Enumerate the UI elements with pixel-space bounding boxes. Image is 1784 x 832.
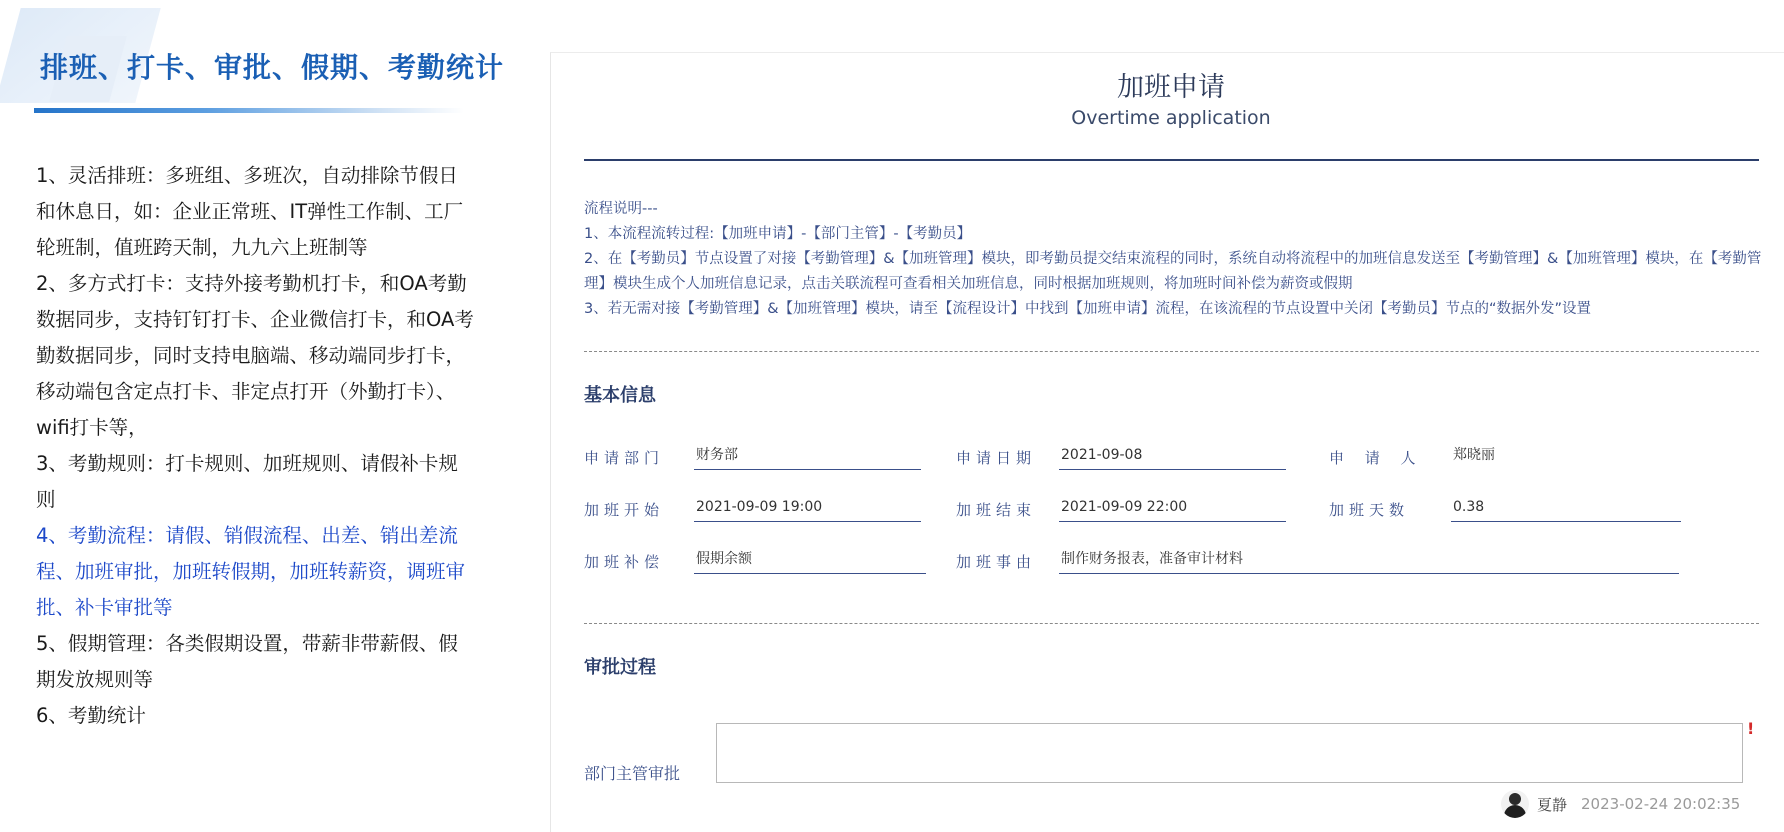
end-time-field[interactable]: 2021-09-09 22:00 (1059, 495, 1286, 522)
title-underline (34, 108, 464, 113)
process-notes (584, 197, 1764, 322)
section-divider (584, 351, 1759, 352)
overtime-form (550, 52, 1784, 832)
notes-heading: 流程说明--- (584, 201, 658, 217)
start-label: 加班开始 (584, 501, 665, 519)
form-title: 加班申请 (1117, 72, 1225, 103)
dept-field[interactable]: 财务部 (694, 443, 921, 470)
date-label: 申请日期 (956, 449, 1037, 467)
reason-label: 加班事由 (956, 553, 1037, 571)
required-mark: ! (1747, 719, 1755, 738)
form-subtitle: Overtime application (1071, 107, 1271, 129)
approval-timestamp: 2023-02-24 20:02:35 (1581, 795, 1741, 813)
notes-line-1: 1、本流程流转过程:【加班申请】-【部门主管】-【考勤员】 (584, 226, 972, 242)
compensation-label: 加班补偿 (584, 553, 665, 571)
approver-name: 夏静 (1537, 795, 1568, 814)
basic-info-heading: 基本信息 (584, 385, 656, 406)
dept-label: 申请部门 (584, 449, 665, 467)
days-field[interactable]: 0.38 (1451, 495, 1681, 522)
feature-item-scheduling: 1、灵活排班：多班组、多班次，自动排除节假日和休息日，如：企业正常班、IT弹性工作制、工厂轮班制，值班跨天制，九九六上班制等 (36, 164, 464, 259)
reason-field[interactable]: 制作财务报表，准备审计材料 (1059, 547, 1679, 574)
avatar (1501, 790, 1529, 818)
notes-line-3: 3、若无需对接【考勤管理】&【加班管理】模块，请至【流程设计】中找到【加班申请】流程，在该流程的节点设置中关闭【考勤员】节点的“数据外发”设置 (584, 301, 1592, 317)
notes-line-2: 2、在【考勤员】节点设置了对接【考勤管理】&【加班管理】模块，即考勤员提交结束流程的同时，系统自动将流程中的加班信息发送至【考勤管理】&【加班管理】模块，在【考勤管理】模块生成个人加班信息记录，点击关联流程可查看相关加班信息，同时根据加班规则，将加班时间补偿为薪资或假期 (584, 251, 1762, 292)
feature-item-clock-in: 2、多方式打卡：支持外接考勤机打卡，和OA考勤数据同步，支持钉钉打卡、企业微信打卡，和OA考勤数据同步，同时支持电脑端、移动端同步打卡，移动端包含定点打卡、非定点打开（外勤打卡）、wifi打卡等， (36, 272, 474, 439)
days-label: 加班天数 (1329, 501, 1410, 519)
feature-title: 排班、打卡、审批、假期、考勤统计 (40, 51, 505, 84)
feature-list (36, 158, 476, 734)
feature-item-rules: 3、考勤规则：打卡规则、加班规则、请假补卡规则 (36, 452, 458, 511)
compensation-select[interactable]: 假期余额 (694, 547, 926, 574)
end-label: 加班结束 (956, 501, 1037, 519)
applicant-field: 郑晓丽 (1453, 447, 1495, 463)
applicant-label: 申 请 人 (1329, 449, 1424, 467)
feature-item-statistics: 6、考勤统计 (36, 704, 146, 727)
date-field[interactable]: 2021-09-08 (1059, 443, 1286, 470)
feature-item-leave-management: 5、假期管理：各类假期设置，带薪非带薪假、假期发放规则等 (36, 632, 458, 691)
approval-comment-box[interactable] (716, 723, 1743, 783)
feature-item-workflows: 4、考勤流程：请假、销假流程、出差、销出差流程、加班审批，加班转假期，加班转薪资，调班审批、补卡审批等 (36, 524, 466, 619)
title-divider (584, 159, 1759, 161)
approver-signature (1501, 788, 1740, 820)
dept-manager-approval-label: 部门主管审批 (584, 764, 681, 783)
start-time-field[interactable]: 2021-09-09 19:00 (694, 495, 921, 522)
section-divider (584, 623, 1759, 624)
approval-heading: 审批过程 (584, 657, 656, 678)
